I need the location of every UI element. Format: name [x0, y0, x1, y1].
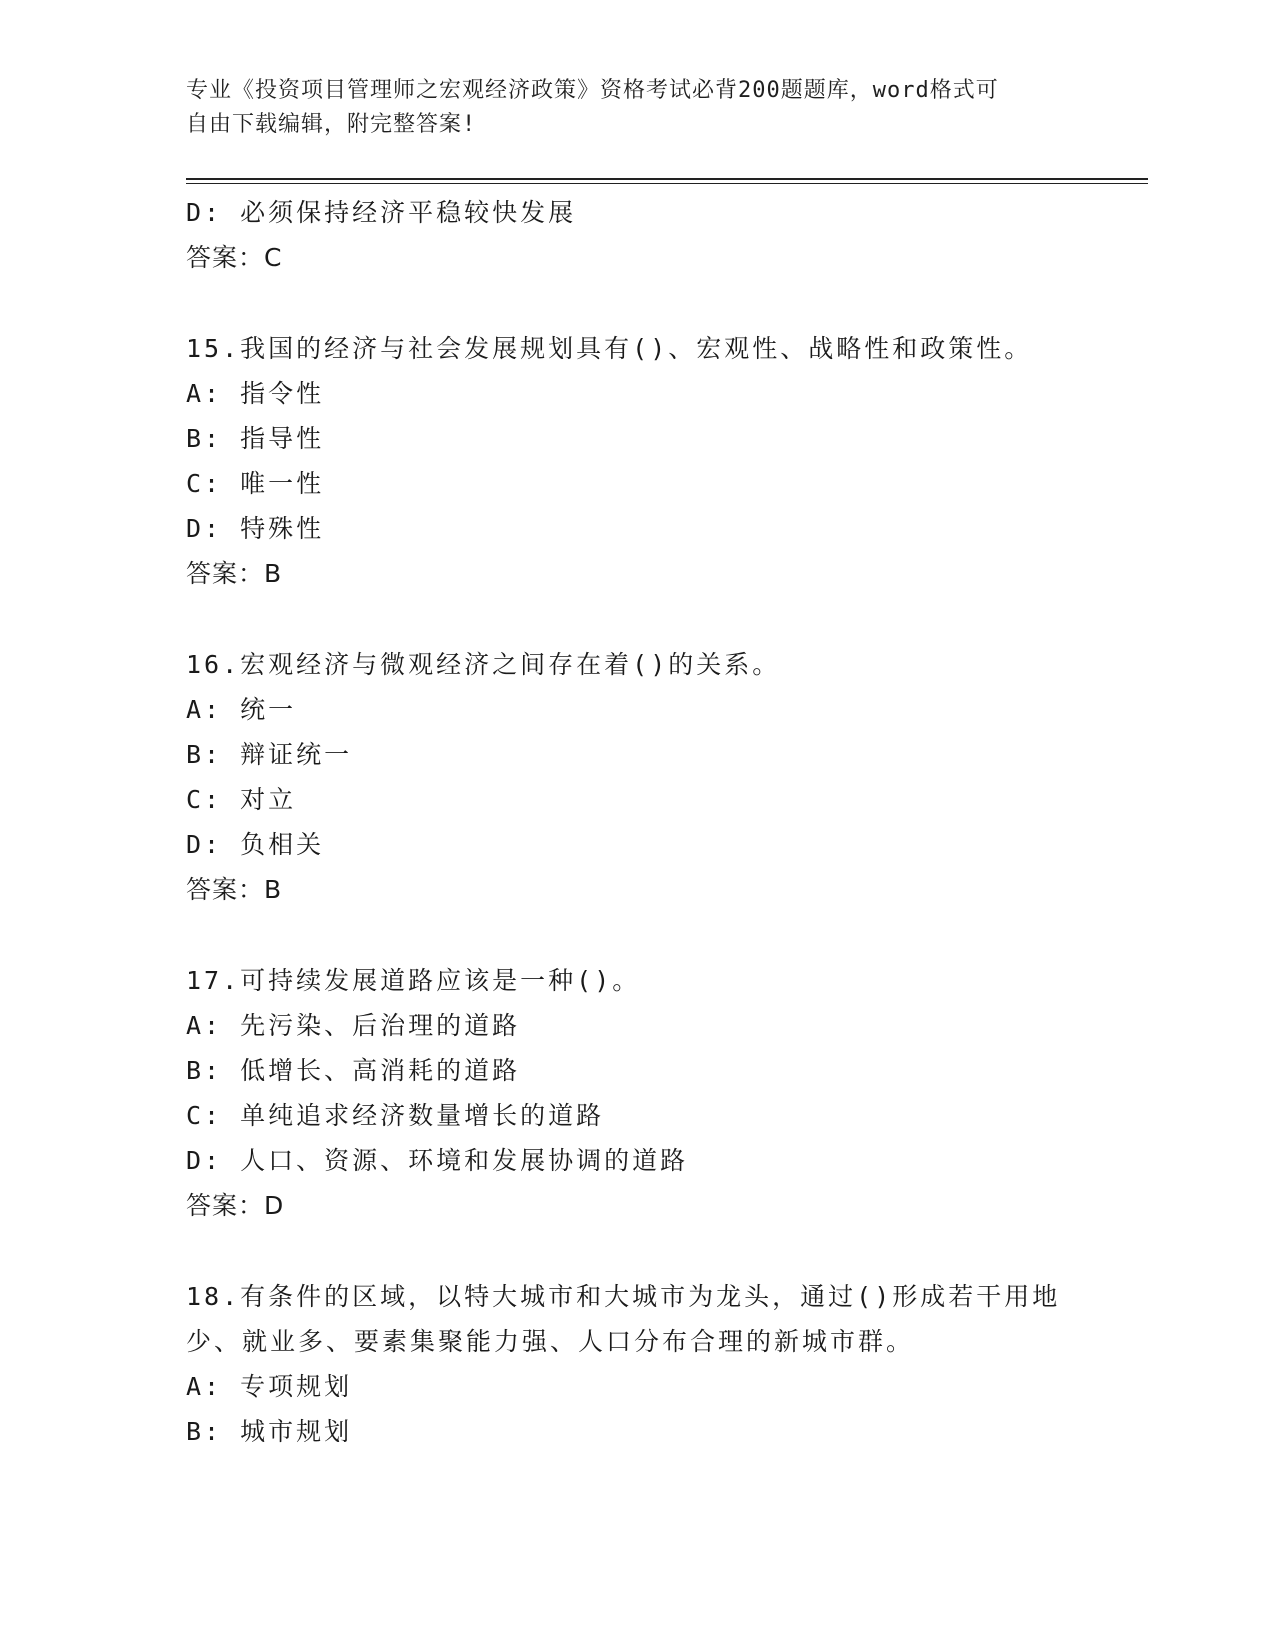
option-line: C: 唯一性: [186, 469, 325, 498]
answer-line: 答案：B: [186, 875, 283, 904]
option-line: B: 低增长、高消耗的道路: [186, 1056, 521, 1085]
spacer: [186, 1228, 1086, 1274]
header-divider-bottom: [186, 183, 1148, 184]
answer-line: 答案：D: [186, 1191, 285, 1220]
header-divider-top: [186, 178, 1148, 180]
option-line: A: 指令性: [186, 379, 325, 408]
header-line-2: 自由下载编辑，附完整答案!: [186, 112, 477, 137]
document-header: [186, 74, 1086, 142]
question-line: 17.可持续发展道路应该是一种()。: [186, 966, 641, 995]
header-line-1: 专业《投资项目管理师之宏观经济政策》资格考试必背200题题库，word格式可: [186, 78, 999, 103]
question-list: [186, 190, 1086, 1454]
option-line: B: 城市规划: [186, 1417, 353, 1446]
spacer: [186, 280, 1086, 326]
option-line: B: 辩证统一: [186, 740, 353, 769]
spacer: [186, 912, 1086, 958]
option-line: D: 负相关: [186, 830, 325, 859]
option-line: D: 必须保持经济平稳较快发展: [186, 198, 577, 227]
option-line: A: 先污染、后治理的道路: [186, 1011, 521, 1040]
question-line: 16.宏观经济与微观经济之间存在着()的关系。: [186, 650, 781, 679]
option-line: C: 单纯追求经济数量增长的道路: [186, 1101, 605, 1130]
answer-line: 答案：B: [186, 559, 283, 588]
option-line: A: 专项规划: [186, 1372, 353, 1401]
answer-line: 答案：C: [186, 243, 283, 272]
option-line: A: 统一: [186, 695, 297, 724]
option-line: D: 特殊性: [186, 514, 325, 543]
question-line-continued: 少、就业多、要素集聚能力强、人口分布合理的新城市群。: [186, 1327, 915, 1356]
question-line: 18.有条件的区域，以特大城市和大城市为龙头，通过()形成若干用地: [186, 1282, 1061, 1311]
option-line: D: 人口、资源、环境和发展协调的道路: [186, 1146, 689, 1175]
option-line: B: 指导性: [186, 424, 325, 453]
option-line: C: 对立: [186, 785, 297, 814]
spacer: [186, 596, 1086, 642]
question-line: 15.我国的经济与社会发展规划具有()、宏观性、战略性和政策性。: [186, 334, 1033, 363]
